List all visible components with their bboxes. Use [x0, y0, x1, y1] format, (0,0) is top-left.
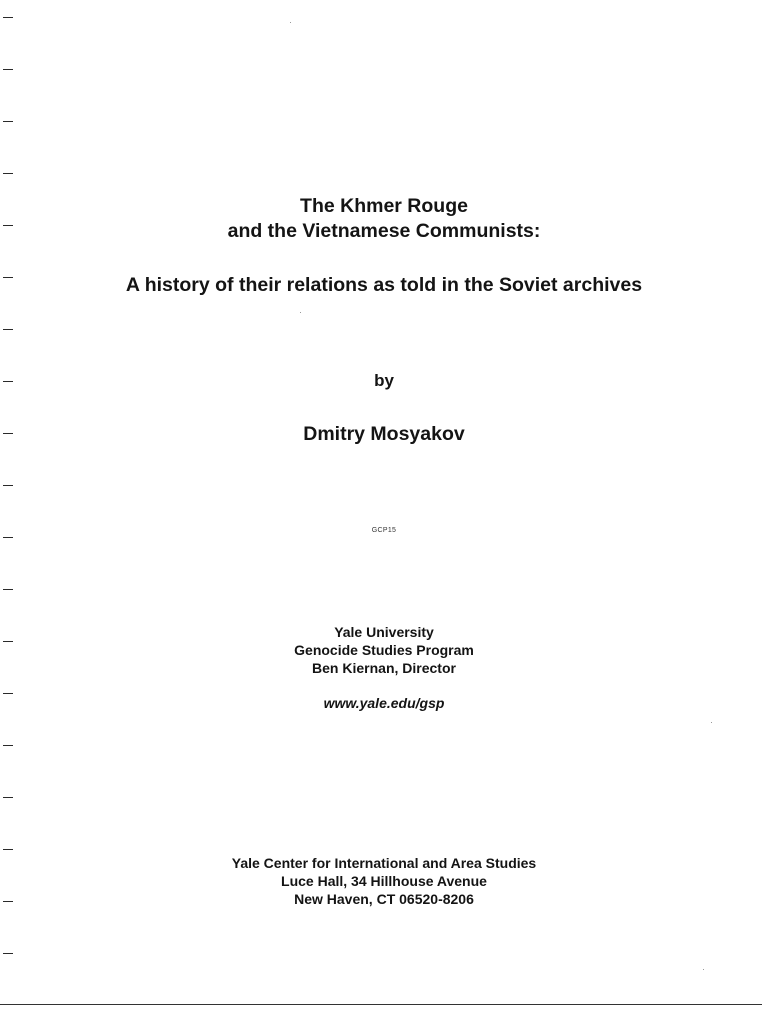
margin-tick: [3, 589, 13, 590]
bottom-rule-line: [0, 1004, 762, 1005]
margin-tick: [3, 329, 13, 330]
scan-speck: [290, 22, 291, 23]
title-line-1: The Khmer Rouge: [300, 195, 468, 217]
margin-tick: [3, 745, 13, 746]
address-line-city: New Haven, CT 06520-8206: [294, 891, 474, 907]
document-title: [0, 194, 768, 244]
address-line-center: Yale Center for International and Area Studies: [231, 855, 537, 871]
scan-speck: [703, 969, 704, 970]
margin-tick: [3, 69, 13, 70]
margin-tick: [3, 953, 13, 954]
org-line-university: Yale University: [334, 624, 434, 640]
title-line-2: and the Vietnamese Communists:: [227, 220, 541, 242]
document-code: GCP15: [371, 527, 397, 534]
org-line-program: Genocide Studies Program: [294, 642, 474, 658]
scan-speck: [300, 312, 301, 313]
margin-tick: [3, 849, 13, 850]
author-name: Dmitry Mosyakov: [303, 423, 465, 445]
document-subtitle: A history of their relations as told in the Soviet archives: [125, 274, 643, 296]
scan-speck: [711, 722, 712, 723]
address-line-street: Luce Hall, 34 Hillhouse Avenue: [281, 873, 487, 889]
margin-tick: [3, 537, 13, 538]
website-url: www.yale.edu/gsp: [323, 695, 445, 711]
margin-tick: [3, 121, 13, 122]
margin-tick: [3, 17, 13, 18]
org-line-director: Ben Kiernan, Director: [312, 660, 456, 676]
by-label: by: [374, 371, 394, 390]
margin-tick: [3, 485, 13, 486]
organization-block: [0, 623, 768, 677]
margin-tick: [3, 173, 13, 174]
margin-tick: [3, 797, 13, 798]
address-block: [0, 854, 768, 908]
